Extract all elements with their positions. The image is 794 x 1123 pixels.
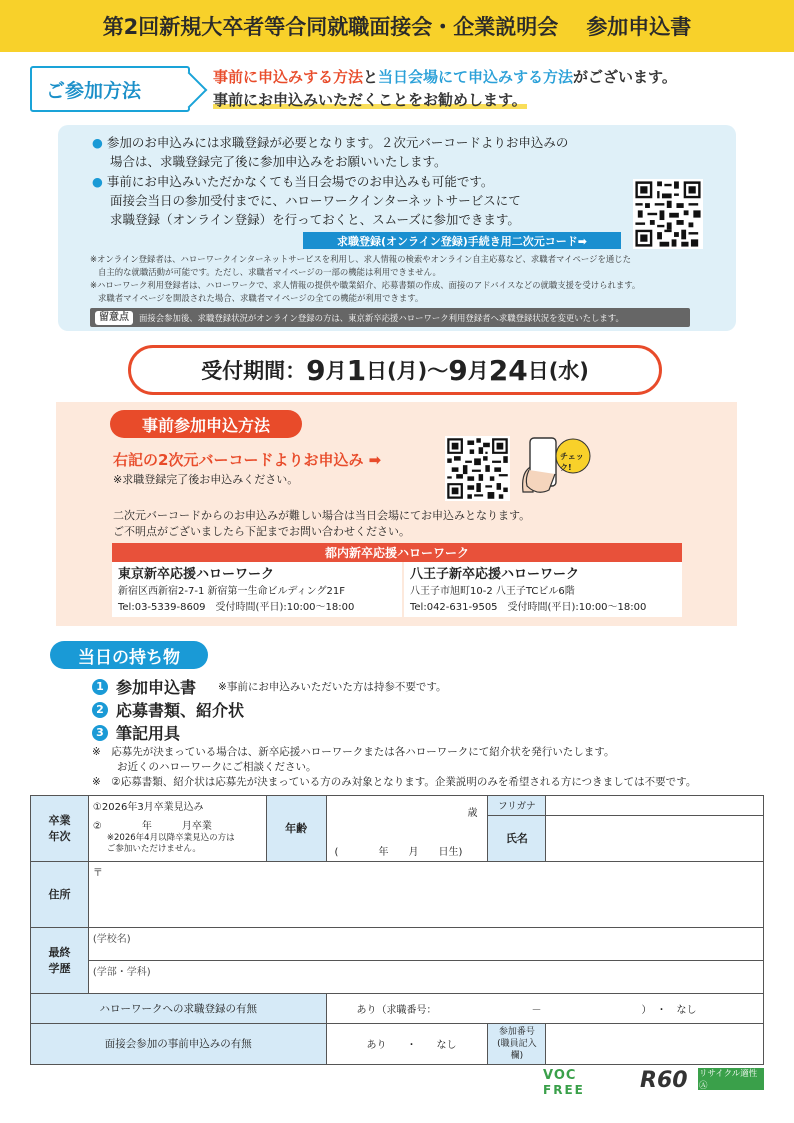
registration-status-label: ハローワークへの求職登録の有無 bbox=[31, 993, 327, 1023]
r60-logo: R60 bbox=[640, 1068, 688, 1093]
hw-hachioji-address: 八王子市旭町10-2 八王子TCビル6階 bbox=[410, 586, 575, 597]
free-text: FREE bbox=[543, 1083, 585, 1097]
hw-tokyo-address: 新宿区西新宿2-7-1 新宿第一生命ビルディング21F bbox=[118, 586, 345, 597]
participant-number-label: 参加番号 (職員記入欄) bbox=[488, 1023, 546, 1064]
age-field[interactable] bbox=[326, 796, 488, 862]
period-start-day: 1 bbox=[346, 353, 367, 387]
period-unit-1: 月 bbox=[325, 359, 347, 383]
period-unit-4: 日(水) bbox=[527, 359, 589, 383]
header-subtitle: 参加申込書 bbox=[586, 15, 692, 39]
note-online-2: 自主的な就職活動が可能です。ただし、求職者マイページの一部の機能は利用できません。 bbox=[98, 267, 441, 277]
department-field[interactable] bbox=[88, 960, 763, 993]
hello-work-bar: 都内新卒応援ハローワーク bbox=[112, 543, 682, 562]
period-start-month: 9 bbox=[306, 353, 326, 387]
period-end-month: 9 bbox=[448, 353, 468, 387]
bullet2-line1: 事前にお申込みいただかなくても当日会場でのお申込みも可能です。 bbox=[106, 174, 494, 189]
grad-option-1[interactable]: ①2026年3月卒業見込み bbox=[88, 796, 266, 816]
furigana-label: フリガナ bbox=[488, 796, 546, 816]
remark-bar bbox=[90, 308, 690, 327]
method-onsite: 当日会場にて申込みする方法 bbox=[378, 68, 574, 86]
item-number-2: 2 bbox=[92, 702, 108, 718]
period-unit-2: 日(月)～ bbox=[366, 359, 449, 383]
voc-text: VOC bbox=[543, 1068, 577, 1083]
item-label-3: 筆記用具 bbox=[116, 724, 181, 743]
item-sub-1: ※事前にお申込みいただいた方は持参不要です。 bbox=[218, 681, 447, 693]
postal-mark: 〒 bbox=[92, 867, 103, 879]
name-label: 氏名 bbox=[488, 815, 546, 861]
qr-icon bbox=[445, 436, 510, 501]
header-title: 第2回新規大卒者等合同就職面接会・企業説明会 bbox=[102, 15, 559, 39]
item-number-3: 3 bbox=[92, 725, 108, 741]
period-unit-3: 月 bbox=[467, 359, 489, 383]
registration-status-field[interactable]: あり（求職番号： － ） ・ なし bbox=[326, 993, 763, 1023]
hw-hachioji bbox=[404, 562, 682, 617]
pre-application-field[interactable]: あり ・ なし bbox=[326, 1023, 488, 1064]
method-tag: ご参加方法 bbox=[30, 66, 190, 112]
bullet-onsite: ● 事前にお申込みいただかなくても当日会場でのお申込みも可能です。 bbox=[92, 174, 494, 189]
hw-hachioji-name: 八王子新卒応援ハローワーク bbox=[410, 567, 580, 582]
method-intro bbox=[213, 66, 677, 112]
qr-icon bbox=[633, 179, 703, 249]
bullet1-line1: 参加のお申込みには求職登録が必要となります。２次元バーコードよりお申込みの bbox=[106, 135, 569, 150]
hw-tokyo-tel: Tel:03-5339-8609 受付時間(平日):10:00～18:00 bbox=[118, 602, 355, 613]
bullet2-line2: 面接会当日の参加受付までに、ハローワークインターネットサービスにて bbox=[110, 193, 521, 208]
bring-item-1 bbox=[92, 675, 446, 698]
age-birth: ( 年 月 日生) bbox=[334, 846, 463, 858]
footnote-2: ※ ②応募書類、紹介状は応募先が決まっている方のみ対象となります。企業説明のみを希望される方につきましては不要です。 bbox=[92, 776, 697, 788]
grad-option-2: ② 年 月卒業 bbox=[92, 821, 212, 833]
item-label-2: 応募書類、紹介状 bbox=[116, 701, 245, 720]
voc-free-logo bbox=[543, 1068, 585, 1097]
bullet1-line2: 場合は、求職登録完了後に参加申込みをお願いいたします。 bbox=[110, 154, 447, 169]
grad-note: ※2026年4月以降卒業見込の方は ご参加いただけません。 bbox=[106, 833, 235, 855]
registration-qr-code[interactable] bbox=[633, 179, 703, 249]
remark-text: 面接会参加後、求職登録状況がオンライン登録の方は、東京新卒応援ハローワーク利用登録者へ求職登録状況を変更いたします。 bbox=[139, 312, 624, 323]
participant-number-field[interactable] bbox=[546, 1023, 764, 1064]
advance-text-2: ご不明点がございましたら下記までお問い合わせください。 bbox=[113, 525, 410, 538]
address-label: 住所 bbox=[31, 861, 89, 927]
method-and: と bbox=[363, 68, 379, 86]
hw-hachioji-tel: Tel:042-631-9505 受付時間(平日):10:00～18:00 bbox=[410, 602, 647, 613]
registration-qr-label: 求職登録(オンライン登録)手続き用二次元コード➡ bbox=[303, 232, 621, 249]
period-end-day: 24 bbox=[488, 353, 528, 387]
bring-item-3 bbox=[92, 721, 180, 744]
method-end: がございます。 bbox=[573, 68, 677, 86]
grad-option-2-cell[interactable] bbox=[88, 815, 266, 861]
item-label-1: 参加申込書 bbox=[116, 678, 197, 697]
period-label: 受付期間： bbox=[201, 359, 307, 383]
advance-qr-line: 右記の2次元バーコードよりお申込み ➡ bbox=[113, 451, 382, 469]
education-label: 最終 学歴 bbox=[31, 927, 89, 993]
item-number-1: 1 bbox=[92, 679, 108, 695]
footnote-1a: ※ 応募先が決まっている場合は、新卒応援ハローワークまたは各ハローワークにて紹介状を発行いたします。 bbox=[92, 746, 615, 758]
reception-period bbox=[128, 345, 662, 395]
application-form bbox=[30, 795, 764, 1065]
header-bar bbox=[0, 0, 794, 52]
remark-tag: 留意点 bbox=[95, 311, 133, 325]
pre-application-label: 面接会参加の事前申込みの有無 bbox=[31, 1023, 327, 1064]
school-placeholder: (学校名) bbox=[92, 933, 131, 945]
bring-item-2 bbox=[92, 698, 244, 721]
name-field[interactable] bbox=[546, 815, 764, 861]
hw-tokyo bbox=[112, 562, 402, 617]
note-hw-1: ※ハローワーク利用登録者は、ハローワークで、求人情報の提供や職業紹介、応募書類の作成、面接のアドバイスなどの就職支援を受けられます。 bbox=[90, 280, 641, 290]
age-unit: 歳 bbox=[467, 808, 478, 819]
smartphone-check-icon bbox=[515, 434, 593, 500]
advance-qr-note: ※求職登録完了後お申込みください。 bbox=[113, 473, 299, 486]
footnote-1b: お近くのハローワークにご相談ください。 bbox=[117, 761, 317, 773]
address-field[interactable] bbox=[88, 861, 763, 927]
method-advance: 事前に申込みする方法 bbox=[213, 68, 364, 86]
bring-pill: 当日の持ち物 bbox=[50, 641, 208, 669]
bullet-registration: ● 参加のお申込みには求職登録が必要となります。２次元バーコードよりお申込みの bbox=[92, 135, 569, 150]
advance-text-1: 二次元バーコードからのお申込みが難しい場合は当日会場にてお申込みとなります。 bbox=[113, 509, 531, 522]
hw-tokyo-name: 東京新卒応援ハローワーク bbox=[118, 567, 275, 582]
method-recommend: 事前にお申込みいただくことをお勧めします。 bbox=[213, 91, 527, 109]
advance-qr-code[interactable] bbox=[445, 436, 510, 501]
note-online-1: ※オンライン登録者は、ハローワークインターネットサービスを利用し、求人情報の検索やオンライン自主応募など、求職者マイページを通じた bbox=[90, 254, 631, 264]
bullet2-line3: 求職登録（オンライン登録）を行っておくと、スムーズに参加できます。 bbox=[110, 212, 520, 227]
grad-year-label: 卒業 年次 bbox=[31, 796, 89, 862]
department-placeholder: (学部・学科) bbox=[92, 966, 151, 978]
check-label: チェック! bbox=[560, 452, 584, 472]
furigana-field[interactable] bbox=[546, 796, 764, 816]
school-field[interactable] bbox=[88, 927, 763, 960]
recycle-logo: リサイクル適性Ⓐ bbox=[698, 1068, 764, 1090]
note-hw-2: 求職者マイページを開設された場合、求職者マイページの全ての機能が利用できます。 bbox=[98, 293, 424, 303]
age-label: 年齢 bbox=[266, 796, 326, 862]
advance-pill: 事前参加申込方法 bbox=[110, 410, 302, 438]
